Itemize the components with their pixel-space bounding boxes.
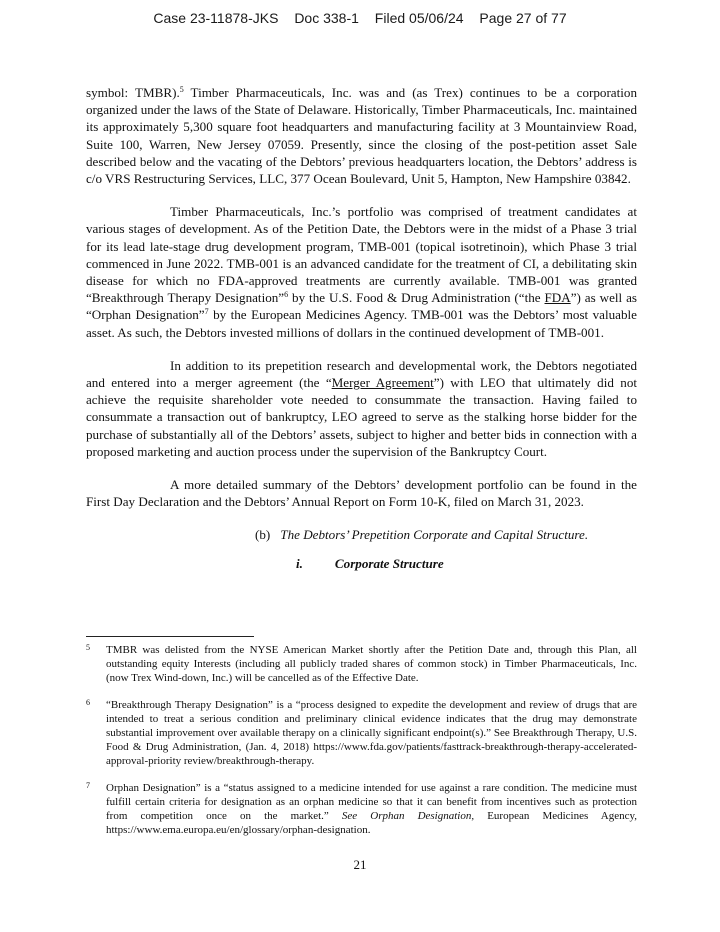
section-number-b: (b) [255, 527, 271, 543]
paragraph-portfolio: Timber Pharmaceuticals, Inc.’s portfolio was comprised of treatment candidates at various stages of development. As of the Petition Date, the Debtors were in the midst of a Phase 3 trial for its lead late-stage drug development program, TMB-001 (topical isotretinoin), which Phase 3 trial commenced in June 2022. TMB-001 is an advanced candidate for the treatment of CI, a debilitating skin disease for which no FDA-approved treatments are currently available. TMB-001 was granted “Breakthrough Therapy Designation”$^6$ by the U.S. Food & Drug Administration (“the FDA”) as well as “Orphan Designation”$^7$ by the European Medicines Agency. TMB-001 was the Debtors’ most valuable asset. As such, the Debtors invested millions of dollars in the continued development of TMB-001. [86, 204, 638, 340]
footnote-number: 5 [86, 643, 90, 652]
footnote [86, 781, 637, 838]
case-number: Case 23-11878-JKS [153, 10, 279, 26]
section-heading-i [86, 555, 637, 572]
footnote-ref-7[interactable]: 7 [204, 307, 209, 317]
defined-term-fda: FDA [544, 290, 571, 306]
section-number-i: i. [296, 555, 303, 571]
footnote-separator [86, 636, 254, 637]
paragraph-timber-corporate: symbol: TMBR).$^5$ Timber Pharmaceuticals, Inc. was and (as Trex) continues to be a corporation organized under the laws of the State of Delaware. Historically, Timber Pharmaceuticals, Inc. maintained its approximately 5,300 square foot headquarters and manufacturing facility at 3 Mountainview Road, Suite 100, Warren, New Jersey 07059. Presently, since the closing of the post-petition asset Sale described below and the vacating of the Debtors’ previous headquarters location, the Debtors’ address is c/o VRS Restructuring Services, LLC, 377 Ocean Boulevard, Unit 5, Hampton, New Hampshire 03842. [86, 85, 637, 187]
page-indicator: Page 27 of 77 [479, 10, 567, 26]
footnote-number: 7 [86, 780, 90, 790]
footnote-number: 6 [86, 697, 90, 707]
paragraph-merger: In addition to its prepetition research and developmental work, the Debtors negotiated and entered into a merger agreement (the “Merger Agreement”) with LEO that ultimately did not achieve the requisite shareholder vote needed to consummate the transaction. Having failed to consummate a transaction out of bankruptcy, LEO agreed to serve as the stalking horse bidder for the purchase of substantially all of the Debtors’ assets, subject to higher and better bids in connection with a proposed marketing and auction process under the supervision of the Bankruptcy Court. [86, 357, 638, 459]
section-title-b: The Debtors’ Prepetition Corporate and Capital Structure. [280, 527, 589, 543]
citation-title: See Orphan Designation, [341, 810, 475, 823]
section-title-i: Corporate Structure [334, 555, 444, 571]
page-number: 21 [353, 857, 367, 872]
paragraph-summary: A more detailed summary of the Debtors’ development portfolio can be found in the First Day Declaration and the Debtors’ Annual Report on Form 10-K, filed on March 31, 2023. [86, 477, 637, 510]
footnote-ref-5[interactable]: 5 [179, 85, 184, 94]
footnote-text: Orphan Designation” is a “status assigned to a medicine intended for use against a rare condition. The medicine must fulfill certain criteria for designation as an orphan medicine so that it can benefit from incentives such as protection from competition once on the market.” See Orphan Designation, European Medicines Agency, https://www.ema.europa.eu/en/glossary/orphan-designation. [106, 781, 638, 837]
footnote [86, 698, 637, 769]
section-heading-b [86, 526, 637, 543]
footnote-text: TMBR was delisted from the NYSE American Market shortly after the Petition Date and, through this Plan, all outstanding equity Interests (including all publicly traded shares of common stock) in Timber Pharmaceuticals, Inc. (now Trex Wind-down, Inc.) will be cancelled as of the Effective Date. [106, 644, 637, 685]
defined-term-merger-agreement: Merger Agreement [331, 375, 434, 391]
document-number: Doc 338-1 [294, 10, 359, 26]
document-body [86, 84, 637, 572]
footnote-text: “Breakthrough Therapy Designation” is a “process designed to expedite the development and review of drugs that are intended to treat a serious condition and preliminary clinical evidence indicates that the drug may demonstrate substantial improvement over available therapy on a clinically significant endpoint(s).” See Breakthrough Therapy, U.S. Food & Drug Administration, (Jan. 4, 2018) https://www.fda.gov/patients/fasttrack-breakthrough-therapy-accelerated-approval-priority review/breakthrough-therapy. [106, 698, 637, 768]
filed-date: Filed 05/06/24 [374, 10, 464, 26]
footnote-ref-6[interactable]: 6 [284, 290, 289, 300]
court-filing-header [0, 10, 720, 26]
footnotes [86, 636, 637, 849]
footnote [86, 643, 637, 686]
